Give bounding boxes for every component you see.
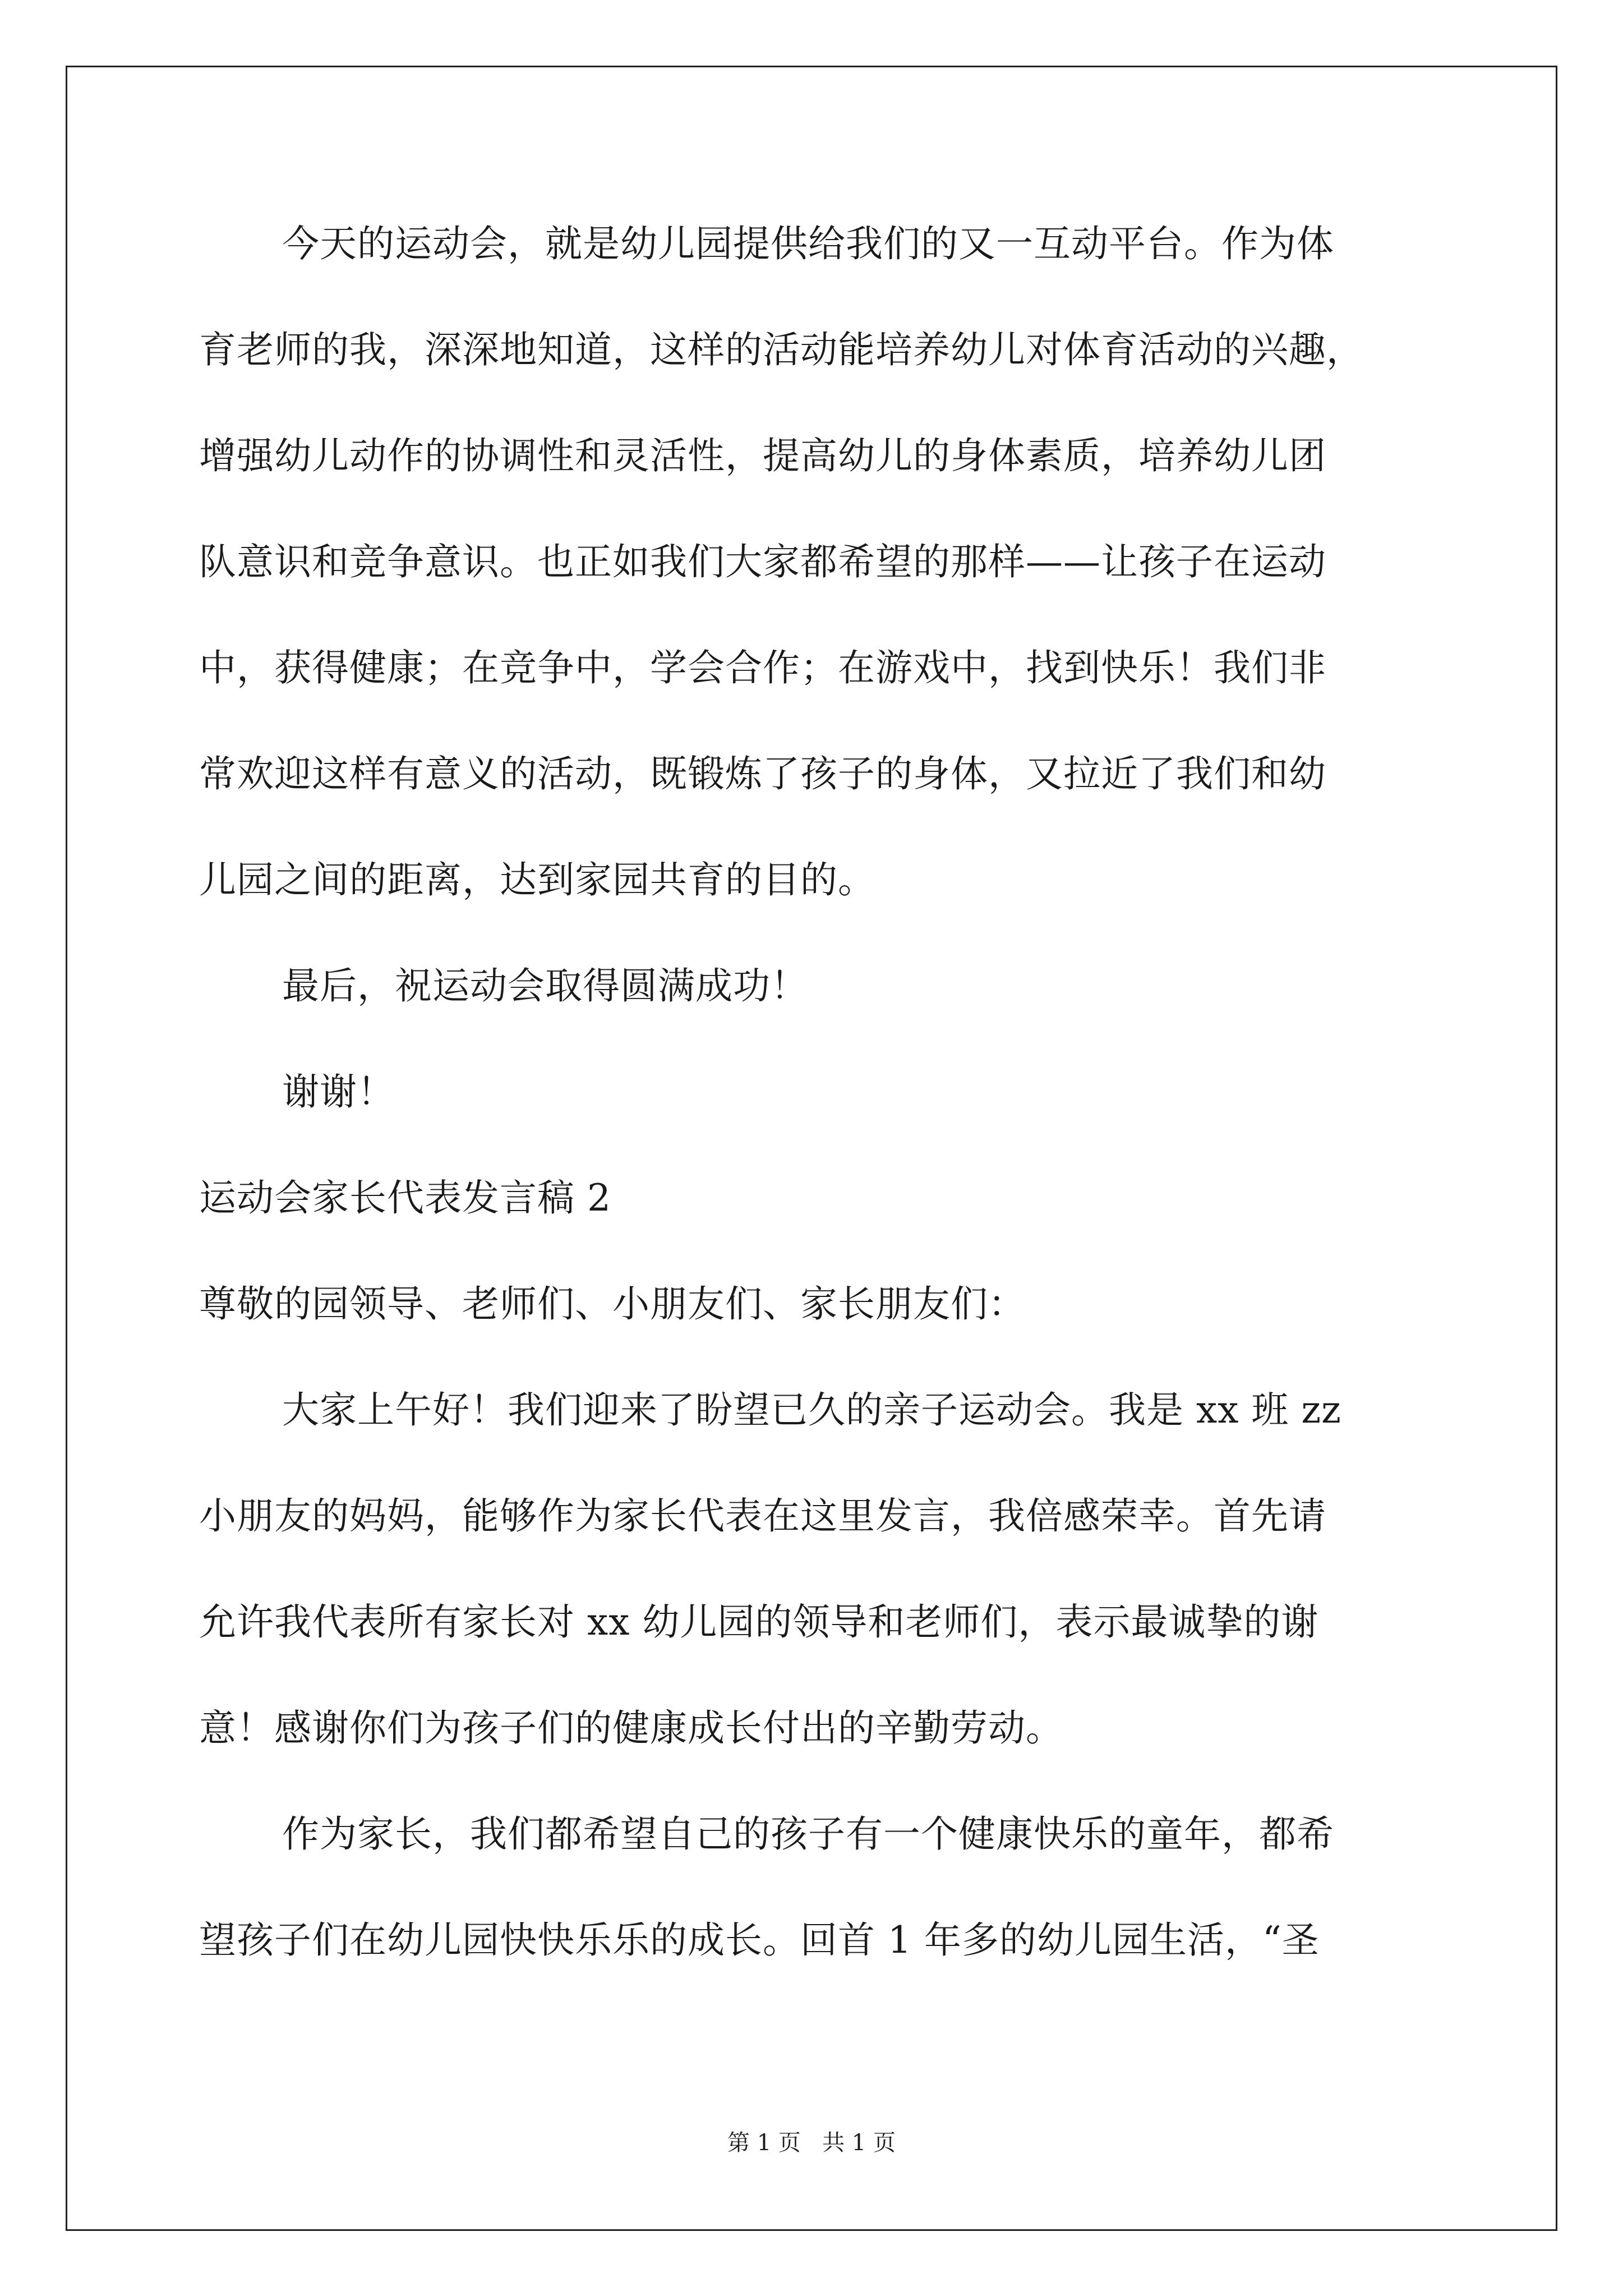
text-line: 大家上午好！我们迎来了盼望已久的亲子运动会。我是 xx 班 zz xyxy=(282,1388,1341,1432)
text-line: 允许我代表所有家长对 xx 幼儿园的领导和老师们，表示最诚挚的谢 xyxy=(199,1600,1319,1644)
page-border xyxy=(66,66,1557,2231)
text-line: 育老师的我，深深地知道，这样的活动能培养幼儿对体育活动的兴趣， xyxy=(199,328,1364,371)
text-line: 小朋友的妈妈，能够作为家长代表在这里发言，我倍感荣幸。首先请 xyxy=(199,1494,1326,1538)
text-line: 队意识和竞争意识。也正如我们大家都希望的那样——让孩子在运动 xyxy=(199,540,1326,583)
text-line: 增强幼儿动作的协调性和灵活性，提高幼儿的身体素质，培养幼儿团 xyxy=(199,434,1326,477)
text-line: 最后，祝运动会取得圆满成功！ xyxy=(282,964,808,1007)
section-heading: 运动会家长代表发言稿 2 xyxy=(199,1176,611,1220)
salutation: 尊敬的园领导、老师们、小朋友们、家长朋友们： xyxy=(199,1282,1026,1326)
text-line: 今天的运动会，就是幼儿园提供给我们的又一互动平台。作为体 xyxy=(282,222,1334,265)
text-line: 意！感谢你们为孩子们的健康成长付出的辛勤劳动。 xyxy=(199,1706,1063,1750)
text-line: 中，获得健康；在竞争中，学会合作；在游戏中，找到快乐！我们非 xyxy=(199,646,1326,689)
text-line: 望孩子们在幼儿园快快乐乐的成长。回首 1 年多的幼儿园生活，“圣 xyxy=(199,1918,1320,1962)
text-line: 常欢迎这样有意义的活动，既锻炼了孩子的身体，又拉近了我们和幼 xyxy=(199,752,1326,795)
text-line: 儿园之间的距离，达到家园共育的目的。 xyxy=(199,858,875,901)
text-line: 作为家长，我们都希望自己的孩子有一个健康快乐的童年，都希 xyxy=(282,1812,1334,1856)
text-line: 谢谢！ xyxy=(282,1070,395,1114)
page-footer: 第 1 页 共 1 页 xyxy=(727,2130,896,2156)
